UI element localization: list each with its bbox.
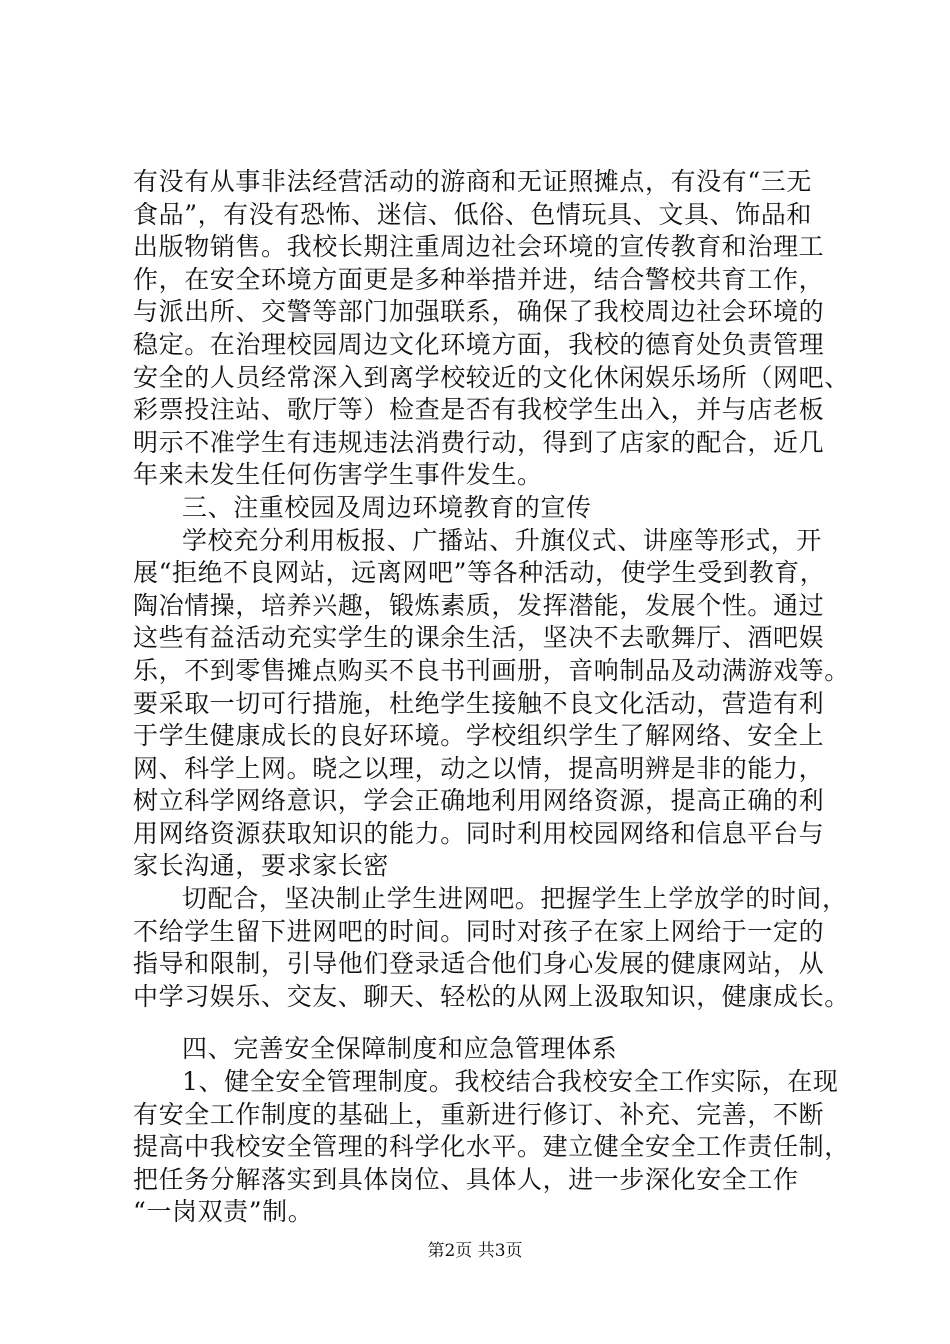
text-line: 切配合，坚决制止学生进网吧。把握学生上学放学的时间， (182, 884, 848, 914)
section-heading-3 (133, 492, 833, 525)
text-line: 于学生健康成长的良好环境。学校组织学生了解网络、安全上 (133, 721, 825, 751)
text-line: 1、健全安全管理制度。我校结合我校安全工作实际，在现 (182, 1067, 839, 1097)
text-line: 有安全工作制度的基础上，重新进行修订、补充、完善，不断 (133, 1099, 825, 1129)
text-line: 安全的人员经常深入到离学校较近的文化休闲娱乐场所（网吧、 (133, 362, 850, 392)
text-line: 稳定。在治理校园周边文化环境方面，我校的德育处负责管理 (133, 329, 825, 359)
paragraph-p2 (133, 525, 850, 884)
text-line: 明示不准学生有违规违法消费行动，得到了店家的配合，近几 (133, 427, 825, 457)
paragraph-p1 (133, 166, 850, 492)
text-line: 不给学生留下进网吧的时间。同时对孩子在家上网给于一定的 (133, 916, 825, 946)
text-line: 家长沟通，要求家长密 (133, 851, 390, 881)
text-line: “一岗双责”制。 (133, 1197, 314, 1227)
text-line: 出版物销售。我校长期注重周边社会环境的宣传教育和治理工 (133, 232, 825, 262)
page-footer (0, 1240, 950, 1262)
text-line: 用网络资源获取知识的能力。同时利用校园网络和信息平台与 (133, 818, 825, 848)
page-number: 第2页 共3页 (427, 1241, 523, 1261)
text-line: 提高中我校安全管理的科学化水平。建立健全安全工作责任制， (133, 1132, 850, 1162)
text-line: 彩票投注站、歌厅等）检查是否有我校学生出入，并与店老板 (133, 395, 825, 425)
section-heading-4 (133, 1033, 833, 1066)
text-line: 乐，不到零售摊点购买不良书刊画册，音响制品及动满游戏等。 (133, 655, 850, 685)
paragraph-p3 (133, 883, 850, 1013)
text-line: 把任务分解落实到具体岗位、具体人，进一步深化安全工作 (133, 1164, 799, 1194)
text-line: 要采取一切可行措施，杜绝学生接触不良文化活动，营造有利 (133, 688, 825, 718)
text-line: 食品”，有没有恐怖、迷信、低俗、色情玩具、文具、饰品和 (133, 199, 812, 229)
text-line: 网、科学上网。晓之以理，动之以情，提高明辨是非的能力， (133, 753, 825, 783)
text-line: 中学习娱乐、交友、聊天、轻松的从网上汲取知识，健康成长。 (133, 981, 850, 1011)
text-line: 陶冶情操，培养兴趣，锻炼素质，发挥潜能，发展个性。通过 (133, 590, 825, 620)
text-line: 年来未发生任何伤害学生事件发生。 (133, 460, 543, 490)
text-line: 作，在安全环境方面更是多种举措并进，结合警校共育工作， (133, 264, 825, 294)
paragraph-p4 (133, 1066, 850, 1229)
text-line: 展“拒绝不良网站，远离网吧”等各种活动，使学生受到教育， (133, 558, 826, 588)
text-line: 指导和限制，引导他们登录适合他们身心发展的健康网站，从 (133, 949, 825, 979)
text-line: 有没有从事非法经营活动的游商和无证照摊点，有没有“三无 (133, 167, 812, 196)
paragraph-gap (133, 1013, 833, 1033)
text-line: 与派出所、交警等部门加强联系，确保了我校周边社会环境的 (133, 297, 825, 327)
document-body (133, 166, 850, 1229)
heading-line: 三、注重校园及周边环境教育的宣传 (182, 492, 592, 522)
text-line: 这些有益活动充实学生的课余生活，坚决不去歌舞厅、酒吧娱 (133, 623, 825, 653)
text-line: 树立科学网络意识，学会正确地利用网络资源，提高正确的利 (133, 786, 825, 816)
text-line: 学校充分利用板报、广播站、升旗仪式、讲座等形式，开 (182, 525, 823, 555)
heading-line: 四、完善安全保障制度和应急管理体系 (182, 1034, 618, 1064)
